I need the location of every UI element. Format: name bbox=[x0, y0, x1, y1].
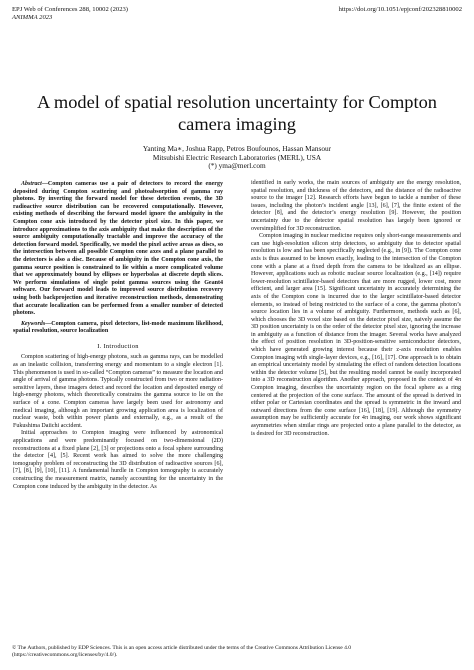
author-list: Yanting Ma∗, Joshua Rapp, Petros Boufounos, Hassan Mansour bbox=[142, 144, 332, 153]
author-block bbox=[20, 145, 454, 171]
keywords bbox=[13, 321, 223, 336]
abstract-text: —Compton cameras use a pair of detectors to record the energy deposited during Compton scattering and photoabsorption of gamma ray photons. By inverting the forward model for these detection events, the 3D radioactive source distribution can be recovered computationally. However, existing methods of describing the forward model ignore the ambiguity in the Compton cone axis introduced by the detector pixel size. In this paper, we introduce approximations to the axis ambiguity that make the description of the source ambiguity computationally tractable and improve the accuracy of the detection forward model. Specifically, we model the pixel active areas as discs, so the intersection between all possible Compton cone axes and a plane parallel to the detectors is also a disc. Because of ambiguity in the Compton cone axis, the gamma source position is constrained to lie within a more complicated volume that we approximately bound by ellipses or hyperbolas at discrete depth slices. We perform simulations of single point gamma sources using the Geant4 software. Our forward model leads to improved source distribution recovery using both backprojection and iterative reconstruction methods, demonstrating that accurate localization can be performed from a smaller number of detected photons. bbox=[13, 181, 223, 317]
paper-title: A model of spatial resolution uncertainty for Compton camera imaging bbox=[37, 92, 437, 134]
body-paragraph: Compton imaging in nuclear medicine requires only short-range measurements and can use high-resolution silicon strip detectors, so ambiguity due to detector spatial resolution is low and has been specifically neglected (e.g., in [9]). The Compton cone axis is thus assumed to be known exactly, leading to the intersection of the Compton cone with a plane at a fixed depth from the camera to be idealized as an ellipse. However, applications such as robotic nuclear source localization (e.g., [14]) require lower-resolution scintillator-based detectors that are more rugged, lower cost, more efficient, and larger area [15]. Significant uncertainty in accurately determining the axis of the Compton cone is incurred due to the larger scintillator-based detector elements, so instead of being restricted to the surface of a cone, the gamma photon’s source location lies in a volume of ambiguity. Furthermore, methods such as [6], which chooses the 3D voxel size based on the detector pixel size, naively assume the 3D position uncertainty is on the order of the detector pixel size, ignoring the increase in ambiguity as a function of distance from the imager. Several works have analyzed the effect of position resolution in 3D-position-sensitive semiconductor detectors, which have generated growing interest because their z-axis resolution enables Compton imaging with single-layer devices, e.g., [16], [17]. One approach is to obtain an empirical uncertainty model by simulating the effect of random detection locations within the detector volume [5], but the resulting model cannot be easily incorporated into a 3D reconstruction algorithm. Another approach, proposed in the context of 4π Compton imaging, describes the uncertainty region on the focal sphere as a ring centered at the projection of the cone surface. The amount of the spread is derived in either polar or Cartesian coordinates and the spread is symmetric in the inward and outward directions from the cone surface [16], [18], [19]. Although the symmetry assumption may be sufficiently accurate for 4π imaging, our work shows significant asymmetries when similar rings are projected onto a plane parallel to the detector, as is desired for 3D reconstruction. bbox=[251, 233, 461, 437]
email-address: (*) yma@merl.com bbox=[208, 161, 266, 171]
right-column bbox=[251, 180, 461, 438]
body-paragraph: identified in early works, the main sources of ambiguity are the energy resolution, spatial resolution, and thickness of the detectors, and the distance of the radioactive source to the imager [12]. Research efforts have begun to tackle a number of these issues, including the photon’s incident angle [13], [6], [7], the finite extent of the detector [8], and the detector’s energy resolution [9]. However, the position uncertainty due to the detector spatial resolution has largely been ignored or oversimplified for 3D reconstruction. bbox=[251, 180, 461, 232]
license-line: © The Authors, published by EDP Sciences. This is an open access article distributed under the terms of the Creative Commons Attribution License 4.0 bbox=[12, 645, 352, 651]
section-heading-introduction: I. Introduction bbox=[97, 342, 139, 350]
conference-name: ANIMMA 2023 bbox=[12, 14, 53, 21]
keywords-text: —Compton camera, pixel detectors, list-mode maximum likelihood, spatial resolution, source localization bbox=[13, 320, 223, 335]
venue-line: EPJ Web of Conferences 288, 10002 (2023) bbox=[12, 6, 128, 13]
left-column bbox=[13, 181, 223, 491]
body-paragraph: Initial approaches to Compton imaging were influenced by astronomical applications and were predominantly focused on two-dimensional (2D) reconstructions at a fixed plane [2], [3] or projections onto a focal sphere surrounding the detector [4], [5]. Recent work has aimed to solve the more challenging tomography problem of reconstructing the 3D distribution of radioactive sources [6], [7], [8], [9], [10], [11]. A fundamental hurdle in Compton tomography is accurately constructing the measurement matrix, namely accounting for the uncertainty in the Compton cone induced by the ambiguity in the detector. As bbox=[13, 430, 223, 490]
body-paragraph: Compton scattering of high-energy photons, such as gamma rays, can be modelled as an inelastic collision, transferring energy and momentum to a single electron [1]. This phenomenon is used in so-called “Compton cameras” to measure the location and angle of arrival of gamma photons. Typically constructed from two or more radiation-sensitive layers, these imagers detect and record the location and deposited energy of high-energy photons, which theoretically constrains the gamma source to lie on the surface of a cone. Compton cameras have largely been used for astronomy and medical imaging, although an important growing application area is localization of nuclear waste, both within power plants and externally, e.g., as a result of the Fukushima Daiichi accident. bbox=[13, 354, 223, 429]
running-header bbox=[12, 6, 462, 22]
doi-link[interactable]: https://doi.org/10.1051/epjconf/202328810002 bbox=[338, 6, 462, 13]
license-url[interactable]: (https://creativecommons.org/licenses/by/4.0/). bbox=[12, 652, 118, 658]
affiliation: Mitsubishi Electric Research Laboratories (MERL), USA bbox=[152, 152, 322, 162]
abstract bbox=[13, 181, 223, 318]
abstract-label: Abstract bbox=[21, 181, 42, 187]
keywords-label: Keywords bbox=[21, 320, 46, 327]
license-footer bbox=[12, 645, 462, 659]
